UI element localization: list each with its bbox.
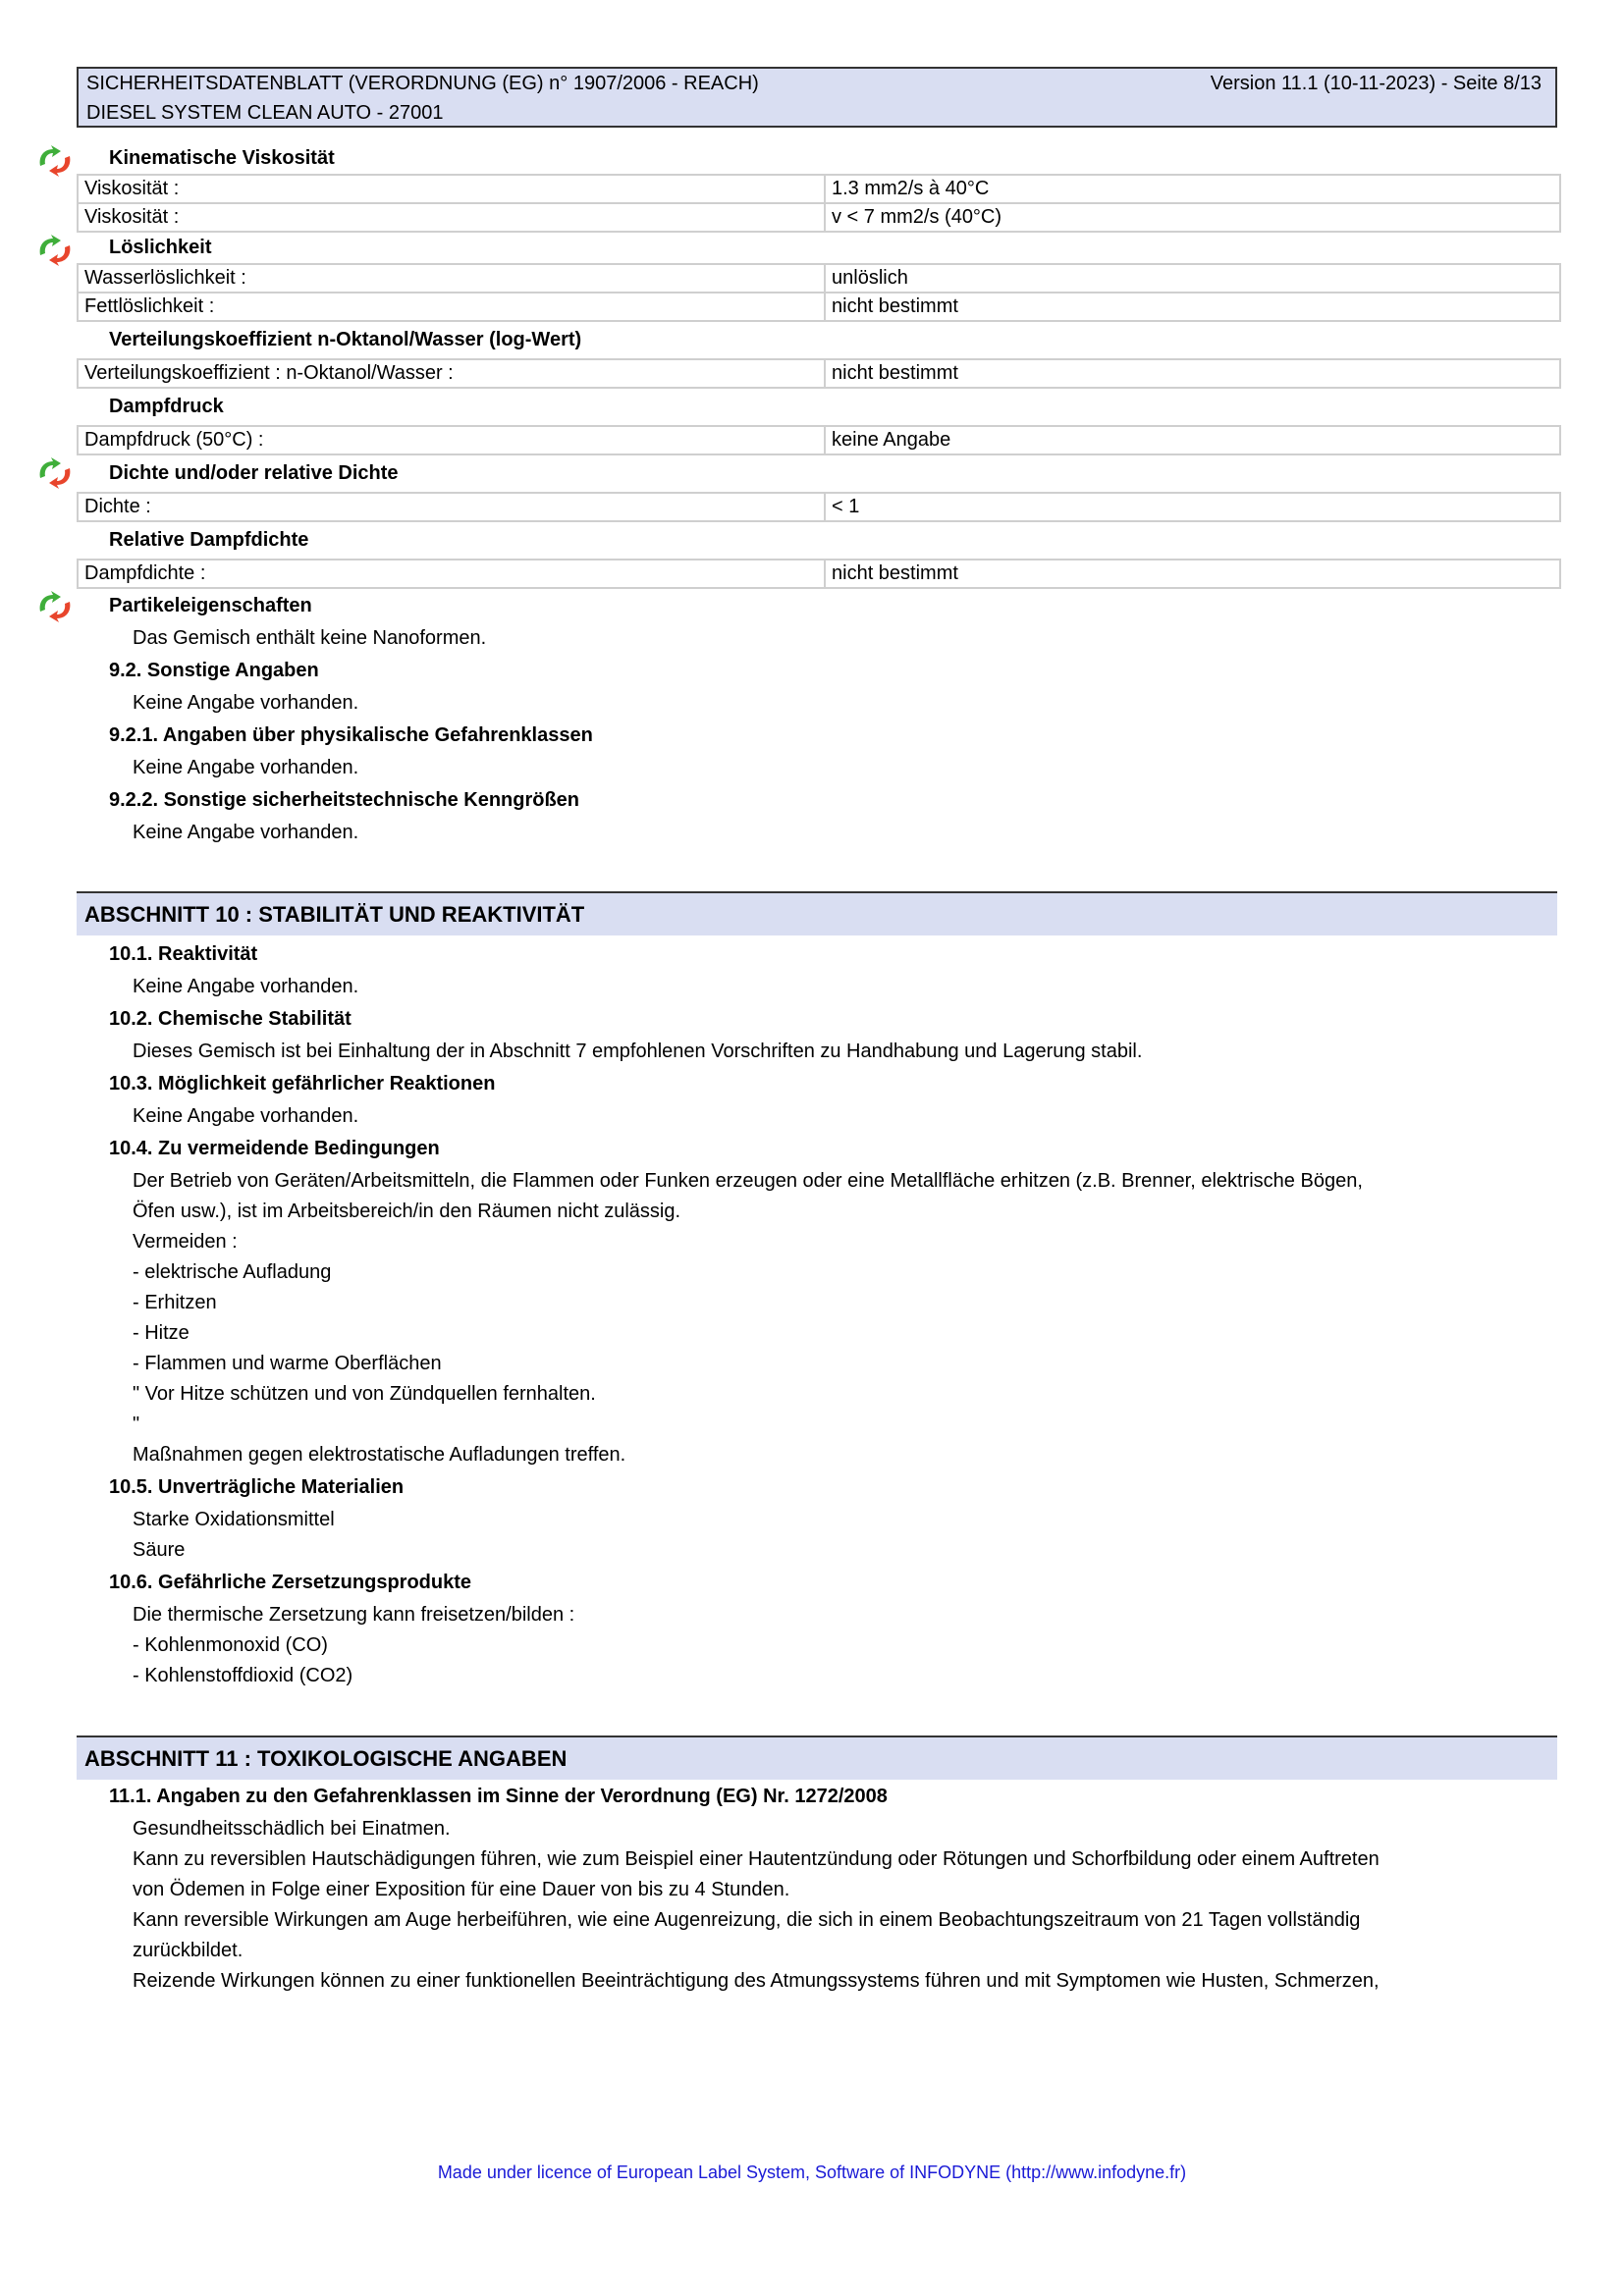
partikeleigenschaften-text: Das Gemisch enthält keine Nanoformen.	[133, 627, 487, 649]
subheading-kinematische-viskositaet: Kinematische Viskosität	[0, 143, 1624, 174]
viskositaet-table	[77, 174, 1561, 233]
text-10-3: Keine Angabe vorhanden.	[133, 1105, 359, 1127]
heading-9-2-1: 9.2.1. Angaben über physikalische Gefahrenklassen	[109, 724, 593, 746]
property-value: 1.3 mm2/s à 40°C	[825, 175, 1560, 203]
dampfdruck-table	[77, 425, 1561, 455]
text-11-1-line: Kann zu reversiblen Hautschädigungen führen, wie zum Beispiel einer Hautentzündung oder Rötungen und Schorfbildung oder einem Auftreten	[133, 1848, 1380, 1870]
property-value: v < 7 mm2/s (40°C)	[825, 203, 1560, 232]
text-11-1-line: zurückbildet.	[133, 1940, 244, 1961]
property-label: Verteilungskoeffizient : n-Oktanol/Wasser :	[78, 359, 825, 388]
text-11-1-line: Kann reversible Wirkungen am Auge herbeiführen, wie eine Augenreizung, die sich in einem Beobachtungszeitraum von 21 Tagen vollständig	[133, 1909, 1361, 1931]
text-10-4-line: - elektrische Aufladung	[133, 1261, 332, 1283]
table-row	[78, 493, 1560, 521]
heading-10-3: 10.3. Möglichkeit gefährlicher Reaktionen	[109, 1073, 496, 1095]
heading-10-1: 10.1. Reaktivität	[109, 943, 258, 965]
version-page-info: Version 11.1 (10-11-2023) - Seite 8/13	[1210, 73, 1542, 94]
text-10-5-line: Starke Oxidationsmittel	[133, 1509, 335, 1530]
dichte-table	[77, 492, 1561, 522]
heading-9-2: 9.2. Sonstige Angaben	[109, 660, 319, 681]
table-row	[78, 359, 1560, 388]
product-name: DIESEL SYSTEM CLEAN AUTO - 27001	[86, 102, 444, 124]
document-body	[0, 143, 1624, 1997]
property-label: Viskosität :	[78, 175, 825, 203]
dampfdichte-table	[77, 559, 1561, 589]
table-row	[78, 426, 1560, 454]
text-10-4-line: "	[133, 1414, 140, 1435]
document-header	[77, 67, 1557, 128]
heading-10-5: 10.5. Unverträgliche Materialien	[109, 1476, 405, 1498]
text-9-2: Keine Angabe vorhanden.	[133, 692, 359, 714]
text-10-4-line: Maßnahmen gegen elektrostatische Aufladungen treffen.	[133, 1444, 626, 1466]
property-value: unlöslich	[825, 264, 1560, 293]
text-10-4-line: - Hitze	[133, 1322, 189, 1344]
footer-licence-link[interactable]: Made under licence of European Label System, Software of INFODYNE (http://www.infodyne.fr)	[437, 2163, 1187, 2182]
property-label: Dichte :	[78, 493, 825, 521]
text-10-6-line: Die thermische Zersetzung kann freisetzen/bilden :	[133, 1604, 575, 1626]
section-10-title: ABSCHNITT 10 : STABILITÄT UND REAKTIVITÄT	[77, 891, 1557, 935]
table-row	[78, 560, 1560, 588]
loeslichkeit-table	[77, 263, 1561, 322]
text-9-2-2: Keine Angabe vorhanden.	[133, 822, 359, 843]
text-11-1-line: Reizende Wirkungen können zu einer funktionellen Beeinträchtigung des Atmungssystems führen und mit Symptomen wie Husten, Schmerzen,	[133, 1970, 1380, 1992]
text-10-4-line: " Vor Hitze schützen und von Zündquellen fernhalten.	[133, 1383, 596, 1405]
refresh-arrows-icon	[36, 144, 74, 178]
text-9-2-1: Keine Angabe vorhanden.	[133, 757, 359, 778]
property-value: nicht bestimmt	[825, 359, 1560, 388]
property-label: Viskosität :	[78, 203, 825, 232]
heading-10-6: 10.6. Gefährliche Zersetzungsprodukte	[109, 1572, 471, 1593]
table-row	[78, 264, 1560, 293]
text-11-1-line: von Ödemen in Folge einer Exposition für eine Dauer von bis zu 4 Stunden.	[133, 1879, 790, 1900]
text-10-4-line: - Erhitzen	[133, 1292, 217, 1313]
property-value: nicht bestimmt	[825, 560, 1560, 588]
subheading-dampfdruck: Dampfdruck	[109, 396, 224, 417]
document-title: SICHERHEITSDATENBLATT (VERORDNUNG (EG) n° 1907/2006 - REACH)	[86, 73, 759, 94]
text-10-2: Dieses Gemisch ist bei Einhaltung der in Abschnitt 7 empfohlenen Vorschriften zu Handhabung und Lagerung stabil.	[133, 1041, 1143, 1062]
subheading-verteilungskoeffizient: Verteilungskoeffizient n-Oktanol/Wasser (log-Wert)	[109, 329, 582, 350]
text-10-4-line: Öfen usw.), ist im Arbeitsbereich/in den Räumen nicht zulässig.	[133, 1201, 681, 1222]
heading-11-1: 11.1. Angaben zu den Gefahrenklassen im Sinne der Verordnung (EG) Nr. 1272/2008	[109, 1786, 888, 1807]
subheading-relative-dampfdichte: Relative Dampfdichte	[109, 529, 309, 551]
property-value: < 1	[825, 493, 1560, 521]
text-10-6-line: - Kohlenmonoxid (CO)	[133, 1634, 328, 1656]
refresh-arrows-icon	[36, 234, 74, 267]
heading-9-2-2: 9.2.2. Sonstige sicherheitstechnische Kenngrößen	[109, 789, 580, 811]
text-11-1-line: Gesundheitsschädlich bei Einatmen.	[133, 1818, 451, 1840]
refresh-arrows-icon	[36, 590, 74, 623]
text-10-4-line: Vermeiden :	[133, 1231, 238, 1253]
property-label: Dampfdichte :	[78, 560, 825, 588]
verteilungskoeffizient-table	[77, 358, 1561, 389]
heading-10-4: 10.4. Zu vermeidende Bedingungen	[109, 1138, 440, 1159]
table-row	[78, 175, 1560, 203]
text-10-1: Keine Angabe vorhanden.	[133, 976, 359, 997]
refresh-arrows-icon	[36, 456, 74, 490]
text-10-4-line: Der Betrieb von Geräten/Arbeitsmitteln, die Flammen oder Funken erzeugen oder eine Metallfläche erhitzen (z.B. Brenner, elektrische Bögen,	[133, 1170, 1363, 1192]
property-label: Fettlöslichkeit :	[78, 293, 825, 321]
table-row	[78, 293, 1560, 321]
subheading-loeslichkeit: Löslichkeit	[0, 233, 1624, 263]
text-10-5-line: Säure	[133, 1539, 186, 1561]
subheading-dichte: Dichte und/oder relative Dichte	[0, 455, 1624, 492]
property-label: Dampfdruck (50°C) :	[78, 426, 825, 454]
property-value: nicht bestimmt	[825, 293, 1560, 321]
text-10-4-line: - Flammen und warme Oberflächen	[133, 1353, 442, 1374]
table-row	[78, 203, 1560, 232]
heading-10-2: 10.2. Chemische Stabilität	[109, 1008, 352, 1030]
property-label: Wasserlöslichkeit :	[78, 264, 825, 293]
section-11-title: ABSCHNITT 11 : TOXIKOLOGISCHE ANGABEN	[77, 1735, 1557, 1780]
subheading-partikeleigenschaften: Partikeleigenschaften	[0, 589, 1624, 623]
text-10-6-line: - Kohlenstoffdioxid (CO2)	[133, 1665, 353, 1686]
property-value: keine Angabe	[825, 426, 1560, 454]
